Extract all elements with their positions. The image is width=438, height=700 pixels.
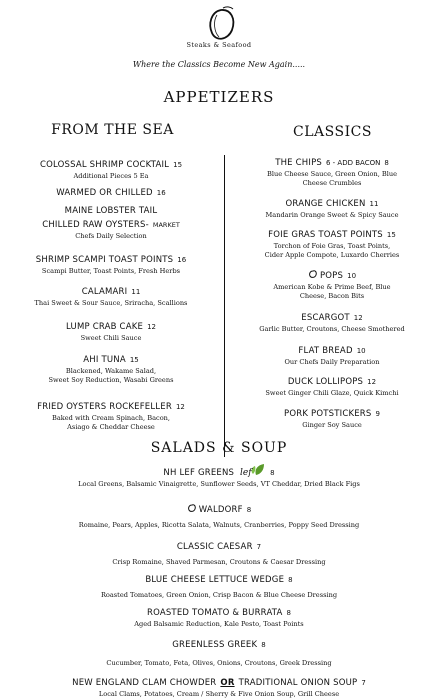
- item-description: Local Clams, Potatoes, Cream / Sherry & Five Onion Soup, Grill Cheese: [98, 690, 340, 698]
- item-description: Garlic Butter, Croutons, Cheese Smothered: [259, 325, 405, 333]
- menu-item-escargot: [228, 307, 436, 334]
- item-price: 10: [347, 272, 357, 280]
- item-price: 12: [175, 403, 185, 411]
- menu-item-blue-cheese-wedge: [0, 569, 438, 600]
- item-price: 16: [177, 256, 187, 264]
- item-price: 8: [270, 469, 275, 477]
- menu-item-shrimp-scampi: [0, 249, 222, 276]
- menu-item-orange-chicken: [228, 193, 436, 220]
- item-price-bacon: 8: [384, 159, 389, 167]
- item-name: PORK POTSTICKERS: [284, 409, 372, 419]
- item-price: 12: [353, 314, 363, 322]
- menu-item-pops: [228, 265, 436, 301]
- item-description: Blackened, Wakame Salad,: [65, 367, 157, 375]
- item-name: CHILLED RAW OYSTERS-: [42, 220, 149, 230]
- item-price: 8: [261, 641, 266, 649]
- item-name: SHRIMP SCAMPI TOAST POINTS: [35, 255, 174, 265]
- item-price: 15: [386, 231, 396, 239]
- item-name-line-2: MAINE LOBSTER TAIL: [64, 206, 158, 216]
- item-price: 15: [129, 356, 139, 364]
- item-price: MARKET: [152, 221, 180, 229]
- item-description-line-2: Cheese, Bacon Bits: [299, 292, 365, 300]
- item-price: 11: [369, 200, 379, 208]
- menu-item-classic-caesar: [0, 536, 438, 567]
- item-name: THE CHIPS: [275, 158, 322, 168]
- item-name: FLAT BREAD: [298, 346, 353, 356]
- item-price: 7: [361, 679, 366, 687]
- menu-item-flat-bread: [228, 340, 436, 367]
- item-description: Thai Sweet & Sour Sauce, Sriracha, Scallions: [34, 299, 188, 307]
- item-description-line-2: Cider Apple Compote, Luxardo Cherries: [264, 251, 400, 259]
- item-description-line-2: Asiago & Cheddar Cheese: [67, 423, 155, 431]
- item-price: 10: [356, 347, 366, 355]
- menu-item-calamari: [0, 281, 222, 308]
- item-name: AHI TUNA: [83, 355, 126, 365]
- item-description-line-2: Cheese Crumbles: [302, 179, 362, 187]
- item-description: Cucumber, Tomato, Feta, Olives, Onions, Croutons, Greek Dressing: [106, 659, 332, 667]
- item-description: Sweet Ginger Chili Glaze, Quick Kimchi: [265, 389, 399, 397]
- menu-item-duck-lollipops: [228, 371, 436, 398]
- menu-item-nh-lef-greens: [0, 462, 438, 489]
- menu-item-chilled-raw-oysters: [0, 214, 222, 241]
- item-price: 15: [173, 161, 183, 169]
- item-name: NEW ENGLAND CLAM CHOWDER: [72, 678, 217, 688]
- from-the-sea-heading: FROM THE SEA: [51, 122, 174, 138]
- item-name: FOIE GRAS TOAST POINTS: [268, 230, 383, 240]
- item-description: Additional Pieces 5 Ea: [73, 172, 149, 180]
- lef-logo-text: lef: [240, 468, 252, 477]
- restaurant-logo-icon: [187, 504, 197, 513]
- item-name: CLASSIC CAESAR: [176, 542, 253, 552]
- classics-heading: CLASSICS: [293, 124, 372, 140]
- item-description: Ginger Soy Sauce: [302, 421, 362, 429]
- menu-item-colossal-shrimp-cocktail: [0, 154, 222, 181]
- item-price: 9: [375, 410, 380, 418]
- menu-item-ahi-tuna: [0, 349, 222, 385]
- brand-name: Steaks & Seafood: [186, 41, 252, 49]
- item-price: 6 - ADD BACON: [326, 159, 381, 167]
- item-description: Roasted Tomatoes, Green Onion, Crisp Bacon & Blue Cheese Dressing: [100, 591, 338, 599]
- item-name: POPS: [319, 271, 344, 281]
- item-name: GREENLESS GREEK: [172, 640, 258, 650]
- item-name: BLUE CHEESE LETTUCE WEDGE: [145, 575, 285, 585]
- item-name: LUMP CRAB CAKE: [66, 322, 144, 332]
- item-description: Sweet Chili Sauce: [80, 334, 142, 342]
- menu-item-tomato-burrata: [0, 602, 438, 629]
- item-description: Torchon of Foie Gras, Toast Points,: [273, 242, 391, 250]
- item-description: Baked with Cream Spinach, Bacon,: [51, 414, 171, 422]
- menu-item-chowder-onion-soup: [0, 672, 438, 699]
- salads-soup-heading: SALADS & SOUP: [150, 440, 288, 456]
- item-name: ROASTED TOMATO & BURRATA: [146, 608, 283, 618]
- item-description: Scampi Butter, Toast Points, Fresh Herbs: [41, 267, 181, 275]
- menu-item-greenless-greek: [0, 634, 438, 668]
- item-price: 12: [367, 378, 377, 386]
- item-name: DUCK LOLLIPOPS: [287, 377, 364, 387]
- column-divider: [224, 155, 225, 457]
- item-name: CALAMARI: [81, 287, 128, 297]
- item-description: Our Chefs Daily Preparation: [284, 358, 380, 366]
- menu-item-the-chips: [228, 152, 436, 188]
- item-name: WALDORF: [198, 505, 243, 515]
- menu-item-waldorf: [0, 499, 438, 530]
- item-name: FRIED OYSTERS ROCKEFELLER: [37, 402, 172, 412]
- item-price: 12: [147, 323, 156, 331]
- item-description: Local Greens, Balsamic Vinaigrette, Sunflower Seeds, VT Cheddar, Dried Black Figs: [78, 480, 360, 488]
- item-name: WARMED OR CHILLED: [56, 188, 153, 198]
- lef-farm-logo-icon: [240, 463, 266, 477]
- item-price: 11: [131, 288, 141, 296]
- item-price: 8: [288, 576, 293, 584]
- menu-item-foie-gras: [228, 224, 436, 260]
- menu-item-fried-oysters-rockefeller: [0, 396, 222, 432]
- item-description: Chefs Daily Selection: [75, 232, 147, 240]
- item-description: Crisp Romaine, Shaved Parmesan, Croutons & Caesar Dressing: [112, 558, 326, 566]
- item-name: ORANGE CHICKEN: [285, 199, 366, 209]
- item-name: NH LEF GREENS: [163, 468, 235, 478]
- restaurant-logo-icon: [308, 270, 318, 279]
- item-name-or: OR: [220, 678, 235, 688]
- item-description-line-2: Sweet Soy Reduction, Wasabi Greens: [48, 376, 174, 384]
- menu-item-pork-potstickers: [228, 403, 436, 430]
- item-price: 8: [246, 506, 252, 514]
- item-name: COLOSSAL SHRIMP COCKTAIL: [39, 160, 170, 170]
- item-name-2: TRADITIONAL ONION SOUP: [238, 678, 358, 688]
- item-description: Aged Balsamic Reduction, Kale Pesto, Toast Points: [134, 620, 304, 628]
- appetizers-heading: APPETIZERS: [163, 88, 275, 106]
- item-description: Mandarin Orange Sweet & Spicy Sauce: [265, 211, 399, 219]
- menu-item-lobster-tail: [0, 182, 222, 218]
- item-description: Blue Cheese Sauce, Green Onion, Blue: [267, 170, 397, 178]
- item-price: 7: [256, 543, 262, 551]
- item-name: ESCARGOT: [301, 313, 350, 323]
- tagline: Where the Classics Become New Again.....: [132, 60, 306, 69]
- item-price: 8: [286, 609, 292, 617]
- menu-item-lump-crab-cake: [0, 316, 222, 343]
- item-description: Romaine, Pears, Apples, Ricotta Salata, Walnuts, Cranberries, Poppy Seed Dressing: [78, 521, 360, 529]
- item-description: American Kobe & Prime Beef, Blue: [273, 283, 391, 291]
- restaurant-logo-icon: [203, 6, 239, 46]
- item-price: 16: [156, 189, 166, 197]
